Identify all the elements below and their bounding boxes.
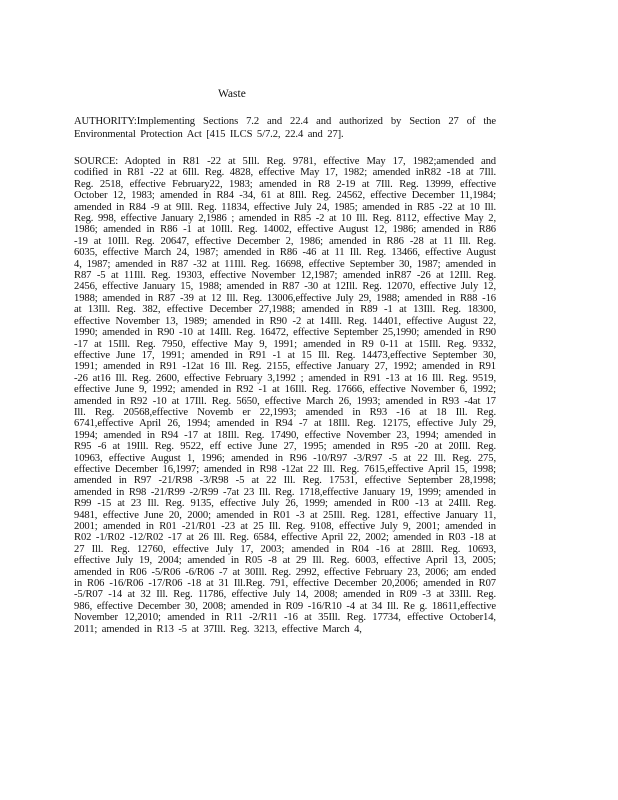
authority-paragraph: AUTHORITY:Implementing Sections 7.2 and 22.4 and authorized by Section 27 of the Environmental Protection Act [415 ILCS 5/7.2, 22.4 and 27]. (74, 116, 496, 140)
section-heading: Waste (218, 88, 246, 100)
source-paragraph: SOURCE: Adopted in R81 -22 at 5Ill. Reg. 9781, effective May 17, 1982;amended and codified in R81 -22 at 6Ill. Reg. 4828, effective May 17, 1982; amended inR82 -18 at 7Ill. Reg. 2518, effective February22, 1983; amended in R8 2-19 at 7Ill. Reg. 13999, effective October 12, 1983; amended in R84 -34, 61 at 8Ill. Reg. 24562, effective December 11,1984; amended in R84 -9 at 9Ill. Reg. 11834, effective July 24, 1985; amended in R85 -22 at 10 Ill. Reg. 998, effective January 2,1986 ; amended in R85 -2 at 10 Ill. Reg. 8112, effective May 2, 1986; amended in R86 -1 at 10Ill. Reg. 14002, effective August 12, 1986; amended in R86 -19 at 10Ill. Reg. 20647, effective December 2, 1986; amended in R86 -28 at 11 Ill. Reg. 6035, effective March 24, 1987; amended in R86 -46 at 11 Ill. Reg. 13466, effective August 4, 1987; amended in R87 -32 at 11Ill. Reg. 16698, effective September 30, 1987; amended in R87 -5 at 11Ill. Reg. 19303, effective November 12,1987; amended inR87 -26 at 12Ill. Reg. 2456, effective January 15, 1988; amended in R87 -30 at 12Ill. Reg. 12070, effective July 12, 1988; amended in R87 -39 at 12 Ill. Reg. 13006,effective July 29, 1988; amended in R88 -16 at 13Ill. Reg. 382, effective December 27,1988; amended in R89 -1 at 13Ill. Reg. 18300, effective November 13, 1989; amended in R90 -2 at 14Ill. Reg. 14401, effective August 22, 1990; amended in R90 -10 at 14Ill. Reg. 16472, effective September 25,1990; amended in R90 -17 at 15Ill. Reg. 7950, effective May 9, 1991; amended in R9 0-11 at 15Ill. Reg. 9332, effective June 17, 1991; amended in R91 -1 at 15 Ill. Reg. 14473,effective September 30, 1991; amended in R91 -12at 16 Ill. Reg. 2155, effective January 27, 1992; amended in R91 -26 at16 Ill. Reg. 2600, effective February 3,1992 ; amended in R91 -13 at 16 Ill. Reg. 9519, effective June 9, 1992; amended in R92 -1 at 16Ill. Reg. 17666, effective November 6, 1992; amended in R92 -10 at 17Ill. Reg. 5650, effective March 26, 1993; amended in R93 -4at 17 Ill. Reg. 20568,effective Novemb er 22,1993; amended in R93 -16 at 18 Ill. Reg. 6741,effective April 26, 1994; amended in R94 -7 at 18Ill. Reg. 12175, effective July 29, 1994; amended in R94 -17 at 18Ill. Reg. 17490, effective November 23, 1994; amended in R95 -6 at 19Ill. Reg. 9522, eff ective June 27, 1995; amended in R95 -20 at 20Ill. Reg. 10963, effective August 1, 1996; amended in R96 -10/R97 -3/R97 -5 at 22 Ill. Reg. 275, effective December 16,1997; amended in R98 -12at 22 Ill. Reg. 7615,effective April 15, 1998; amended in R97 -21/R98 -3/R98 -5 at 22 Ill. Reg. 17531, effective September 28,1998; amended in R98 -21/R99 -2/R99 -7at 23 Ill. Reg. 1718,effective January 19, 1999; amended in R99 -15 at 23 Ill. Reg. 9135, effective July 26, 1999; amended in R00 -13 at 24Ill. Reg. 9481, effective June 20, 2000; amended in R01 -3 at 25Ill. Reg. 1281, effective January 11, 2001; amended in R01 -21/R01 -23 at 25 Ill. Reg. 9108, effective July 9, 2001; amended in R02 -1/R02 -12/R02 -17 at 26 Ill. Reg. 6584, effective April 22, 2002; amended in R03 -18 at 27 Ill. Reg. 12760, effective July 17, 2003; amended in R04 -16 at 28Ill. Reg. 10693, effective July 19, 2004; amended in R05 -8 at 29 Ill. Reg. 6003, effective April 13, 2005; amended in R06 -5/R06 -6/R06 -7 at 30Ill. Reg. 2992, effective February 23, 2006; am ended in R06 -16/R06 -17/R06 -18 at 31 Ill.Reg. 791, effective December 20,2006; amended in R07 -5/R07 -14 at 32 Ill. Reg. 11786, effective July 14, 2008; amended in R09 -3 at 33Ill. Reg. 986, effective December 30, 2008; amended in R09 -16/R10 -4 at 34 Ill. Re g. 18611,effective November 12,2010; amended in R11 -2/R11 -16 at 35Ill. Reg. 17734, effective October14, 2011; amended in R13 -5 at 37Ill. Reg. 3213, effective March 4, (74, 156, 496, 635)
